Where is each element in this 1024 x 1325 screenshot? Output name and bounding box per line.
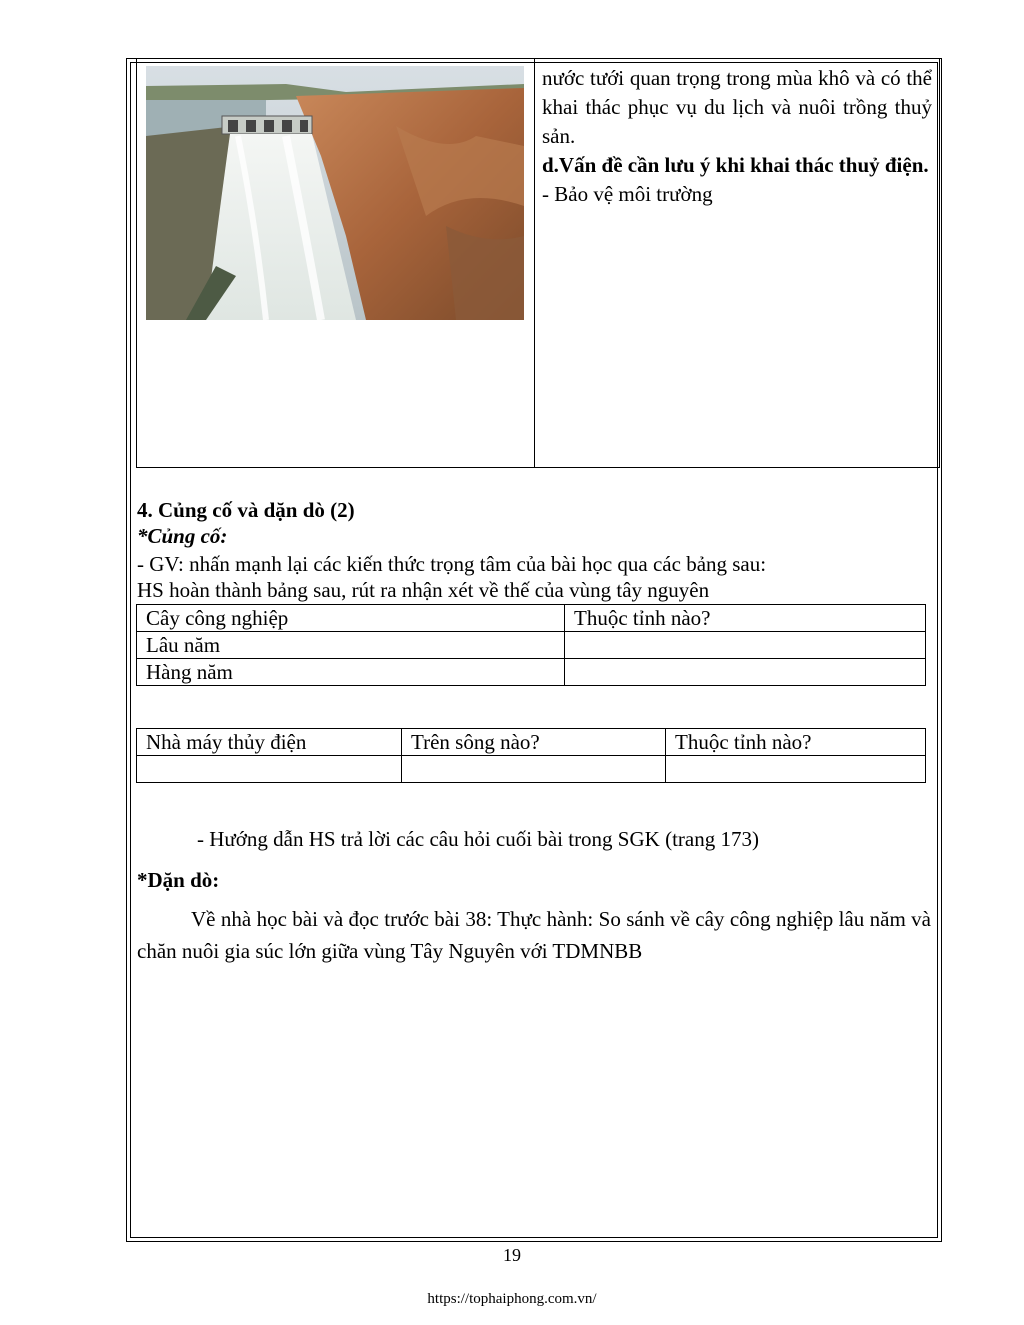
footer-url[interactable]: https://tophaiphong.com.vn/ bbox=[427, 1291, 597, 1307]
dan-do-label: *Dặn dò: bbox=[137, 868, 220, 892]
table-cell bbox=[565, 659, 926, 686]
dam-spillway-photo bbox=[146, 66, 524, 320]
table-header-cell: Thuộc tỉnh nào? bbox=[666, 729, 926, 756]
top-right-text bbox=[542, 64, 932, 209]
table-header-cell: Thuộc tỉnh nào? bbox=[565, 605, 926, 632]
cung-co-label: *Củng cố: bbox=[137, 524, 228, 548]
table-row bbox=[137, 605, 926, 632]
table-cell bbox=[565, 632, 926, 659]
table-cell: Lâu năm bbox=[137, 632, 565, 659]
dan-do-paragraph: Về nhà học bài và đọc trước bài 38: Thực hành: So sánh về cây công nghiệp lâu năm và chăn nuôi gia súc lớn giữa vùng Tây Nguyên với TDMNBB bbox=[137, 907, 931, 963]
protect-environment-bullet: - Bảo vệ môi trường bbox=[542, 182, 713, 206]
table-header-cell: Nhà máy thủy điện bbox=[137, 729, 402, 756]
table-cell: Hàng năm bbox=[137, 659, 565, 686]
top-table-divider bbox=[534, 58, 535, 468]
table-row bbox=[137, 756, 926, 783]
heading-d: d.Vấn đề cần lưu ý khi khai thác thuỷ điện. bbox=[542, 153, 929, 177]
industrial-crops-table bbox=[136, 604, 926, 686]
section4-title: 4. Củng cố và dặn dò (2) bbox=[137, 498, 355, 522]
gv-instruction: - GV: nhấn mạnh lại các kiến thức trọng tâm của bài học qua các bảng sau: bbox=[137, 552, 767, 576]
table-row bbox=[137, 729, 926, 756]
page-number: 19 bbox=[503, 1245, 521, 1265]
hs-instruction: HS hoàn thành bảng sau, rút ra nhận xét về thế của vùng tây nguyên bbox=[137, 578, 710, 602]
table-cell bbox=[137, 756, 402, 783]
sgk-guide-line: - Hướng dẫn HS trả lời các câu hỏi cuối bài trong SGK (trang 173) bbox=[197, 827, 759, 851]
table-header-cell: Trên sông nào? bbox=[402, 729, 666, 756]
hydropower-table bbox=[136, 728, 926, 783]
irrigation-paragraph: nước tưới quan trọng trong mùa khô và có thể khai thác phục vụ du lịch và nuôi trồng thuỷ sản. bbox=[542, 66, 932, 148]
table-header-cell: Cây công nghiệp bbox=[137, 605, 565, 632]
table-cell bbox=[402, 756, 666, 783]
table-row bbox=[137, 659, 926, 686]
table-cell bbox=[666, 756, 926, 783]
table-row bbox=[137, 632, 926, 659]
